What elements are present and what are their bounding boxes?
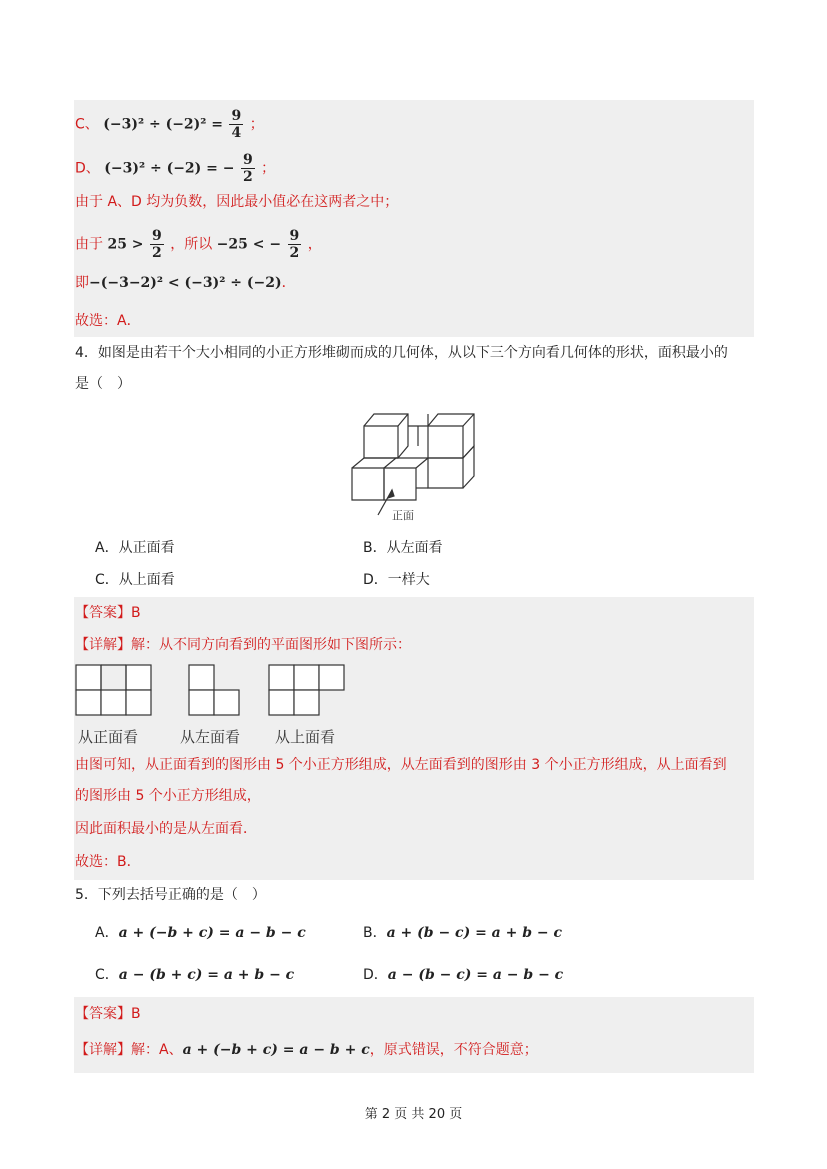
q4-option-d: D．一样大 [363, 572, 430, 588]
q5-detail: 【详解】解：A、a + (−b + c) = a − b + c，原式错误，不符合题意； [75, 1042, 538, 1058]
q4-stem-line-2: 是（ ） [75, 376, 131, 392]
prev-line-1: 由于 A、D 均为负数，因此最小值必在这两者之中； [75, 194, 399, 210]
view-front-label: 从正面看 [78, 728, 139, 746]
page-number-footer: 第 2 页 共 20 页 [364, 1107, 463, 1122]
q5-option-a: A．a + (−b + c) = a − b − c [95, 925, 306, 941]
prev-line-4: 故选：A． [75, 313, 141, 329]
q4-explain-1: 由图可知，从正面看到的图形由 5 个小正方形组成，从左面看到的图形由 3 个小正方形组成，从上面看到 [75, 757, 727, 773]
prev-line-3: 即−(−3−2)² < (−3)² ÷ (−2)． [75, 275, 296, 291]
q5-stem: 5．下列去括号正确的是（ ） [75, 887, 266, 903]
prev-line-2: 由于 25 > $\frac{9}{2}$ ，所以 −25 < − $\frac{9}{2}$ ， [75, 228, 322, 261]
view-top-figure [268, 664, 348, 718]
prev-option-c: C、 (−3)² ÷ (−2)² = $\frac{9}{4}$ ； [75, 108, 264, 141]
q5-option-d: D．a − (b − c) = a − b − c [363, 967, 564, 983]
q4-stem-line-1: 4．如图是由若干个大小相同的小正方形堆砌而成的几何体，从以下三个方向看几何体的形状，面积最小的 [75, 345, 728, 361]
q4-cube-figure [348, 410, 488, 522]
prev-option-d: D、 (−3)² ÷ (−2) = − $\frac{9}{2}$ ； [75, 152, 276, 185]
q4-detail: 【详解】解：从不同方向看到的平面图形如下图所示： [75, 637, 411, 653]
q4-figure-label: 正面 [392, 509, 414, 522]
q4-option-c: C．从上面看 [95, 572, 175, 588]
view-left-figure [188, 664, 244, 718]
q5-answer: 【答案】B [75, 1006, 141, 1022]
q4-explain-3: 因此面积最小的是从左面看． [75, 821, 257, 837]
view-front-figure [75, 664, 155, 718]
q4-option-a: A．从正面看 [95, 540, 175, 556]
fraction: $\frac{9}{2}$ [152, 228, 162, 261]
q5-option-b: B．a + (b − c) = a + b − c [363, 925, 563, 941]
q4-option-b: B．从左面看 [363, 540, 443, 556]
q4-answer: 【答案】B [75, 605, 141, 621]
view-top-label: 从上面看 [275, 728, 336, 746]
q4-choice: 故选：B． [75, 854, 141, 870]
fraction: $\frac{9}{4}$ [231, 108, 242, 141]
fraction: $\frac{9}{2}$ [289, 228, 300, 261]
view-left-label: 从左面看 [180, 728, 241, 746]
q4-explain-2: 的图形由 5 个小正方形组成， [75, 788, 261, 804]
fraction: $\frac{9}{2}$ [242, 152, 253, 185]
q5-solution-box [74, 997, 754, 1073]
q5-option-c: C．a − (b + c) = a + b − c [95, 967, 295, 983]
